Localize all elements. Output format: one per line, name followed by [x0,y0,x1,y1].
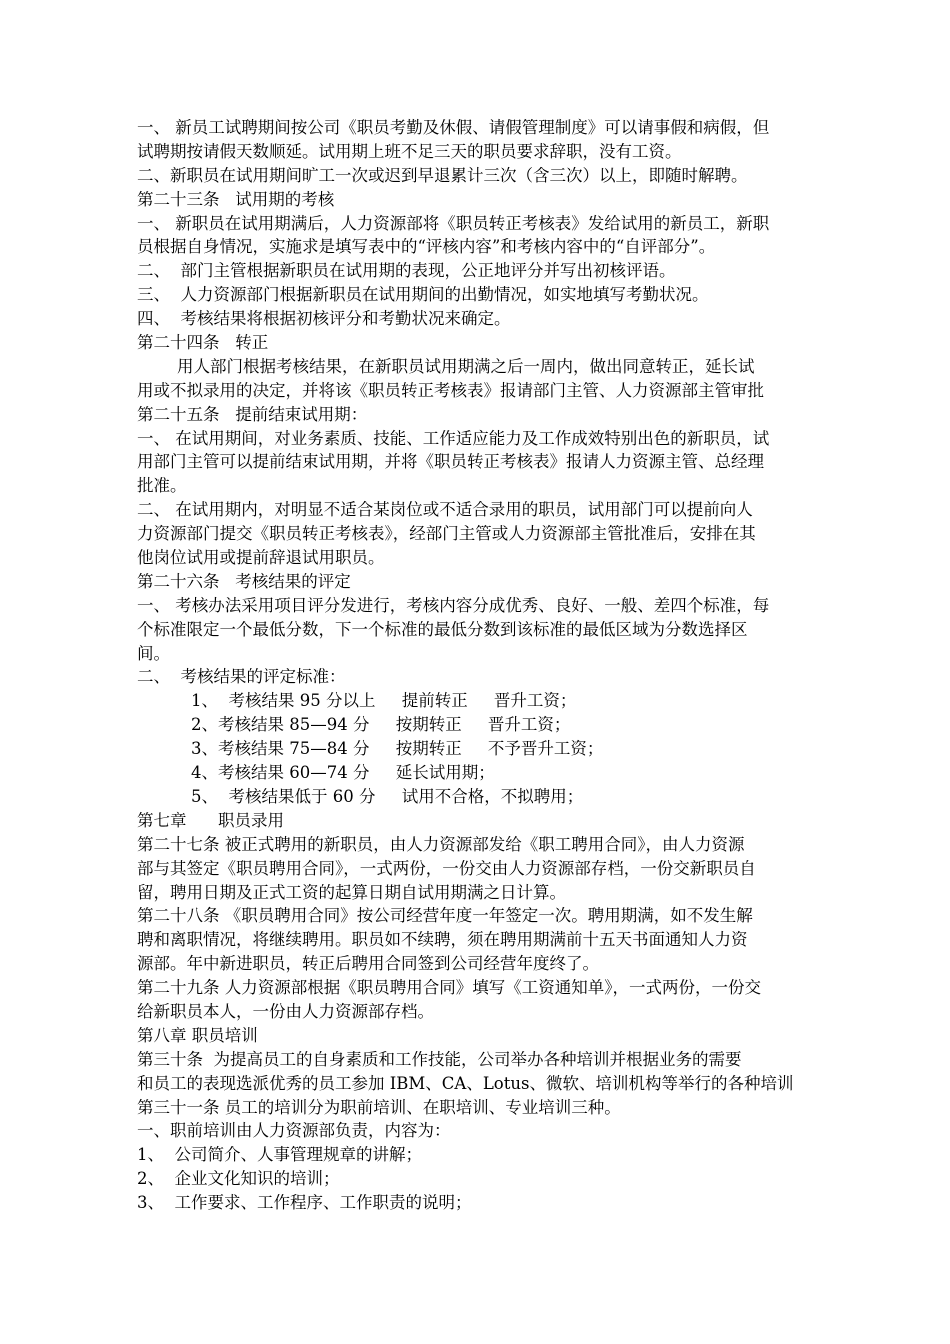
text-line: 二、 在试用期内，对明显不适合某岗位或不适合录用的职员，试用部门可以提前向人 [137,500,753,520]
text-line: 二、 考核结果的评定标准： [137,667,346,687]
text-line: 个标准限定一个最低分数，下一个标准的最低分数到该标准的最低区域为分数选择区 [137,619,748,639]
text-line: 第二十七条 被正式聘用的新职员，由人力资源部发给《职工聘用合同》，由人力资源 [137,834,745,854]
text-line: 用部门主管可以提前结束试用期，并将《职员转正考核表》报请人力资源主管、总经理 [137,452,764,472]
text-line: 四、 考核结果将根据初核评分和考勤状况来确定。 [137,309,511,329]
text-line: 留，聘用日期及正式工资的起算日期自试用期满之日计算。 [137,882,566,902]
text-line: 1、 公司简介、人事管理规章的讲解； [137,1145,422,1165]
text-line: 一、 在试用期间，对业务素质、技能、工作适应能力及工作成效特别出色的新职员，试 [137,428,770,448]
text-line: 第二十四条 转正 [137,333,269,353]
text-line: 第二十九条 人力资源部根据《职员聘用合同》填写《工资通知单》，一式两份，一份交 [137,978,761,998]
text-line: 一、 考核办法采用项目评分发进行，考核内容分成优秀、良好、一般、差四个标准，每 [137,595,770,615]
text-line: 聘和离职情况，将继续聘用。职员如不续聘，须在聘用期满前十五天书面通知人力资 [137,930,748,950]
text-line: 给新职员本人，一份由人力资源部存档。 [137,1001,434,1021]
text-line: 一、职前培训由人力资源部负责，内容为： [137,1121,451,1141]
text-line: 3、 工作要求、工作程序、工作职责的说明； [137,1193,472,1213]
text-line: 第七章 职员录用 [137,810,284,830]
text-line: 4、考核结果 60—74 分 延长试用期； [191,763,495,783]
text-line: 第二十六条 考核结果的评定 [137,571,351,591]
text-line: 试聘期按请假天数顺延。试用期上班不足三天的职员要求辞职，没有工资。 [137,141,682,161]
text-line: 一、 新职员在试用期满后，人力资源部将《职员转正考核表》发给试用的新员工，新职 [137,213,770,233]
text-line: 部与其签定《职员聘用合同》，一式两份，一份交由人力资源部存档，一份交新职员自 [137,858,756,878]
text-line: 第二十八条 《职员聘用合同》按公司经营年度一年签定一次。聘用期满，如不发生解 [137,906,753,926]
text-line: 3、考核结果 75—84 分 按期转正 不予晋升工资； [191,739,604,759]
text-line: 第三十条 为提高员工的自身素质和工作技能，公司举办各种培训并根据业务的需要 [137,1049,742,1069]
text-line: 员根据自身情况，实施求是填写表中的“评核内容”和考核内容中的“自评部分”。 [137,237,716,257]
document-body [137,116,843,1215]
text-line: 和员工的表现选派优秀的员工参加 IBM、CA、Lotus、微软、培训机构等举行的各种培训 [137,1073,794,1093]
text-line: 力资源部门提交《职员转正考核表》，经部门主管或人力资源部主管批准后，安排在其 [137,524,756,544]
text-line: 第三十一条 员工的培训分为职前培训、在职培训、专业培训三种。 [137,1097,621,1117]
text-line: 第二十三条 试用期的考核 [137,189,335,209]
text-line: 源部。年中新进职员，转正后聘用合同签到公司经营年度终了。 [137,954,599,974]
text-line: 二、新职员在试用期间旷工一次或迟到早退累计三次（含三次）以上，即随时解聘。 [137,165,748,185]
text-line: 用人部门根据考核结果，在新职员试用期满之后一周内，做出同意转正，延长试 [177,356,755,376]
text-line: 他岗位试用或提前辞退试用职员。 [137,548,385,568]
text-line: 二、 部门主管根据新职员在试用期的表现，公正地评分并写出初核评语。 [137,261,676,281]
text-line: 第二十五条 提前结束试用期： [137,404,368,424]
text-line: 批准。 [137,476,187,496]
text-line: 5、 考核结果低于 60 分 试用不合格，不拟聘用； [191,786,584,806]
text-line: 2、考核结果 85—94 分 按期转正 晋升工资； [191,715,571,735]
text-line: 1、 考核结果 95 分以上 提前转正 晋升工资； [191,691,577,711]
text-line: 间。 [137,643,170,663]
text-line: 用或不拟录用的决定，并将该《职员转正考核表》报请部门主管、人力资源部主管审批 [137,380,764,400]
text-line: 三、 人力资源部门根据新职员在试用期间的出勤情况，如实地填写考勤状况。 [137,285,709,305]
text-line: 第八章 职员培训 [137,1025,258,1045]
text-line: 一、 新员工试聘期间按公司《职员考勤及休假、请假管理制度》可以请事假和病假，但 [137,118,770,137]
text-line: 2、 企业文化知识的培训； [137,1169,340,1189]
